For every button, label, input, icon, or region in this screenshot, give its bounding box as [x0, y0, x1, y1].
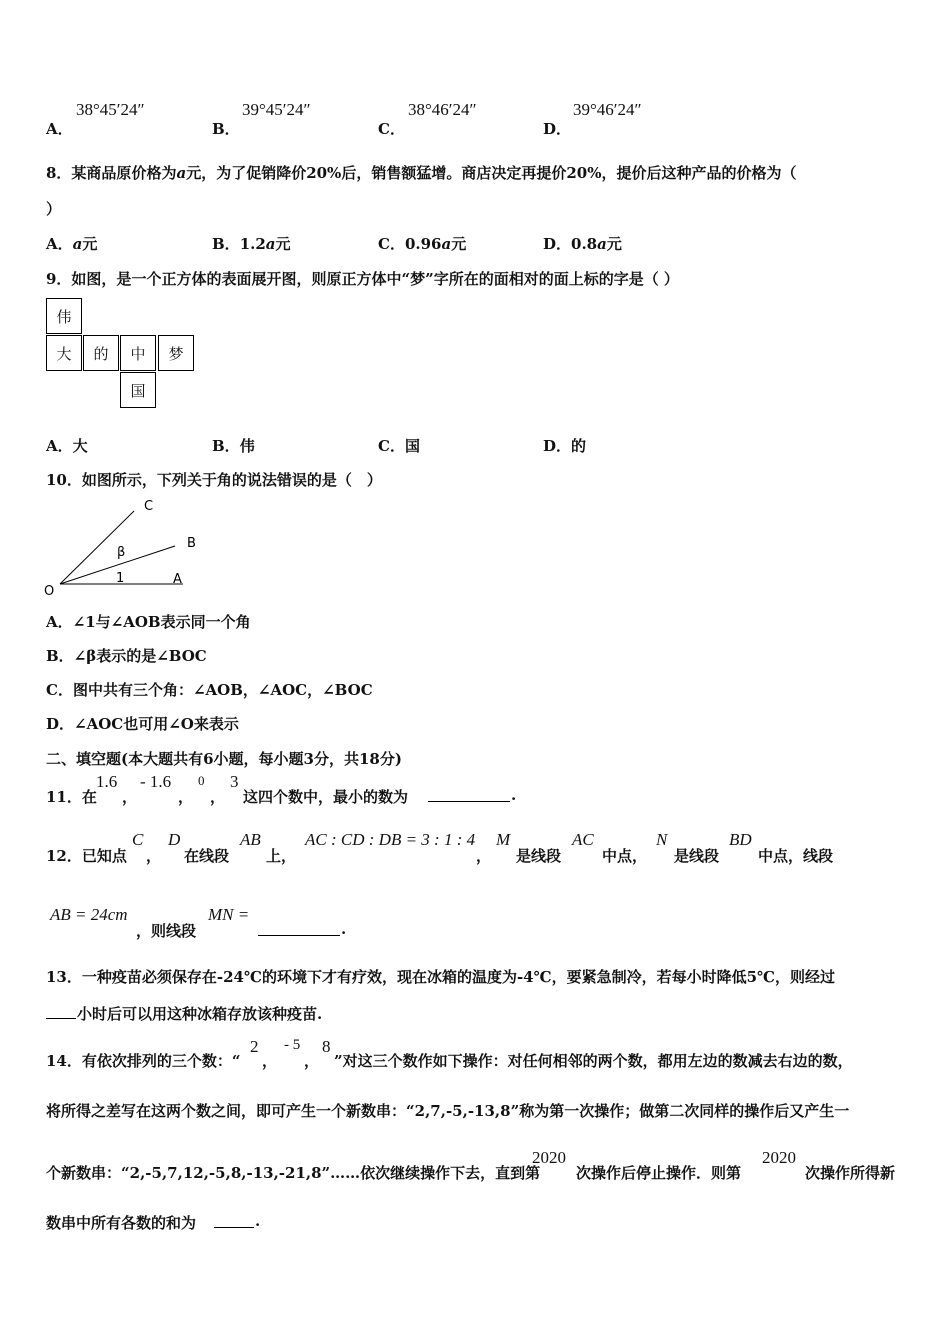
- q11-comma-3: ，: [210, 788, 226, 806]
- q12-text-2: 在线段: [184, 847, 230, 865]
- q14-line-3a: 个新数串：“2,-5,7,12,-5,8,-13,-21,8”……依次继续操作下去，直到第: [46, 1164, 541, 1182]
- q9-cell-da: 大: [46, 335, 82, 371]
- q8-option-c-var: a: [441, 235, 452, 253]
- q11-num-2: - 1.6: [140, 772, 172, 791]
- q14-text-2: ”对这三个数作如下操作：对任何相邻的两个数，都用左边的数减去右边的数，: [334, 1052, 853, 1070]
- q8-stem: [46, 162, 796, 183]
- q8-stem-rest: 元，为了促销降价20%后，销售额猛增。商店决定再提价20%，提价后这种产品的价格为（: [186, 164, 797, 182]
- q11-answer-blank[interactable]: [428, 789, 510, 802]
- q13-line-1: 13．一种疫苗必须保存在-24℃的环境下才有疗效，现在冰箱的温度为-4℃，要紧急制冷，若每小时降低5℃，则经过: [46, 968, 835, 986]
- q14-text-1: 14．有依次排列的三个数：“: [46, 1052, 241, 1070]
- q8-option-d-label: D．: [543, 235, 572, 253]
- q8-option-d-var: a: [597, 235, 607, 253]
- q12-text-8: ，则线段: [136, 922, 197, 940]
- q9-cell-meng: 梦: [158, 335, 194, 371]
- q7-option-b-value: 39°45′24″: [242, 100, 311, 119]
- q14-line-3c: 次操作所得新: [805, 1164, 896, 1182]
- q14-num-1: 2: [250, 1037, 259, 1056]
- q8-option-b-pre: 1.2: [239, 235, 266, 253]
- q9-cell-guo: 国: [120, 372, 156, 408]
- q9-option-d-value: 的: [571, 437, 587, 455]
- q10-option-c: C．图中共有三个角：∠AOB，∠AOC，∠BOC: [46, 681, 373, 699]
- q12-point-m: M: [496, 830, 511, 849]
- q8-option-a: [46, 233, 97, 254]
- q12-ratio: AC : CD : DB = 3 : 1 : 4: [305, 830, 476, 849]
- q12-point-c: C: [132, 830, 144, 849]
- q7-option-a-value: 38°45′24″: [76, 100, 145, 119]
- q12-mn: MN =: [208, 905, 250, 924]
- q10-label-1: 1: [116, 571, 125, 586]
- q10-label-beta: β: [117, 545, 126, 560]
- q12-text-1: 12．已知点: [46, 847, 127, 865]
- q9-option-c: [378, 435, 420, 456]
- q12-comma-1: ，: [146, 847, 162, 865]
- q7-option-c-label: C．: [378, 120, 405, 138]
- q8-option-b: [212, 233, 291, 254]
- q8-option-d-post: 元: [606, 235, 622, 253]
- q11-num-1: 1.6: [96, 772, 118, 791]
- q12-text-5: 中点，: [602, 847, 648, 865]
- q8-option-c-pre: 0.96: [404, 235, 442, 253]
- q12-point-d: D: [168, 830, 181, 849]
- q12-point-n: N: [656, 830, 668, 849]
- q12-segment-bd: BD: [729, 830, 752, 849]
- q9-option-d-label: D．: [543, 437, 572, 455]
- q12-end: .: [341, 920, 347, 938]
- q14-num-3: 8: [322, 1037, 331, 1056]
- q14-line-2: 将所得之差写在这两个数之间，即可产生一个新数串：“2,7,-5,-13,8”称为第一次操作；做第二次同样的操作后又产生一: [46, 1102, 850, 1120]
- q14-num-2: - 5: [284, 1037, 301, 1053]
- q9-option-d: [543, 435, 586, 456]
- q8-option-b-var: a: [265, 235, 276, 253]
- q12-comma-2: ，: [476, 847, 492, 865]
- q14-answer-blank[interactable]: [214, 1215, 254, 1228]
- q9-option-b-value: 伟: [239, 437, 255, 455]
- q13-answer-blank[interactable]: [46, 1006, 76, 1019]
- q9-option-c-label: C．: [378, 437, 405, 455]
- q10-stem: 10．如图所示，下列关于角的说法错误的是（ ）: [46, 471, 382, 489]
- q10-label-b: B: [187, 536, 196, 551]
- q7-option-a-label: A．: [46, 120, 73, 138]
- q8-option-c: [378, 233, 466, 254]
- section-2-heading: 二、填空题(本大题共有6小题，每小题3分，共18分): [46, 750, 402, 768]
- q8-option-d: [543, 233, 622, 254]
- q8-option-b-label: B．: [212, 235, 240, 253]
- q14-end: .: [255, 1212, 261, 1230]
- q12-text-7: 中点，线段: [758, 847, 834, 865]
- q10-angle-figure: [40, 495, 220, 600]
- q11-suffix: 这四个数中，最小的数为: [243, 788, 409, 806]
- q10-label-c: C: [144, 499, 154, 514]
- q8-option-b-post: 元: [275, 235, 291, 253]
- q11-comma-1: ，: [122, 788, 138, 806]
- q9-option-a-label: A．: [46, 437, 73, 455]
- q14-year-2: 2020: [762, 1148, 796, 1167]
- q9-option-b-label: B．: [212, 437, 240, 455]
- q8-stem-var: a: [176, 164, 187, 182]
- q9-option-a-value: 大: [72, 437, 88, 455]
- q14-year-1: 2020: [532, 1148, 566, 1167]
- q8-option-a-label: A．: [46, 235, 73, 253]
- q12-text-6: 是线段: [674, 847, 720, 865]
- q7-option-b-label: B．: [212, 120, 240, 138]
- q10-option-a: A．∠1与∠AOB表示同一个角: [46, 613, 251, 631]
- q9-stem: 9．如图，是一个正方体的表面展开图，则原正方体中“梦”字所在的面相对的面上标的字是（ ）: [46, 270, 679, 288]
- q8-stem-line2: ）: [46, 200, 62, 218]
- q13-line-2: 小时后可以用这种冰箱存放该种疫苗.: [77, 1005, 323, 1023]
- q10-option-b: B．∠β表示的是∠BOC: [46, 647, 207, 665]
- q8-option-c-post: 元: [451, 235, 467, 253]
- q11-prefix: 11．在: [46, 788, 97, 806]
- q12-segment-ab: AB: [240, 830, 261, 849]
- q8-stem-start: 8．某商品原价格为: [46, 164, 177, 182]
- q8-option-d-pre: 0.8: [571, 235, 598, 253]
- q9-option-b: [212, 435, 255, 456]
- q14-comma-1: ，: [262, 1052, 278, 1070]
- q9-option-a: [46, 435, 88, 456]
- q10-label-o: O: [44, 584, 55, 599]
- q14-line-4: 数串中所有各数的和为: [46, 1214, 197, 1232]
- q12-segment-ac: AC: [572, 830, 594, 849]
- q12-text-4: 是线段: [516, 847, 562, 865]
- q14-comma-2: ，: [304, 1052, 320, 1070]
- q7-option-d-label: D．: [543, 120, 572, 138]
- q8-option-a-var: a: [72, 235, 83, 253]
- q11-comma-2: ，: [178, 788, 194, 806]
- q11-end: .: [511, 786, 517, 804]
- q8-option-c-label: C．: [378, 235, 405, 253]
- q12-text-3: 上，: [266, 847, 297, 865]
- q11-num-4: 3: [230, 772, 239, 791]
- q10-option-d: D．∠AOC也可用∠O来表示: [46, 715, 239, 733]
- q7-option-c-value: 38°46′24″: [408, 100, 477, 119]
- q9-cell-zhong: 中: [120, 335, 156, 371]
- q8-option-a-post: 元: [82, 235, 98, 253]
- q12-given: AB = 24cm: [50, 905, 128, 924]
- q10-label-a: A: [173, 572, 182, 587]
- q12-answer-blank[interactable]: [258, 923, 340, 936]
- q9-cell-wei: 伟: [46, 298, 82, 334]
- q11-num-3: 0: [198, 773, 205, 788]
- q9-cell-de: 的: [83, 335, 119, 371]
- q9-option-c-value: 国: [404, 437, 420, 455]
- q7-option-d-value: 39°46′24″: [573, 100, 642, 119]
- q14-line-3b: 次操作后停止操作．则第: [576, 1164, 742, 1182]
